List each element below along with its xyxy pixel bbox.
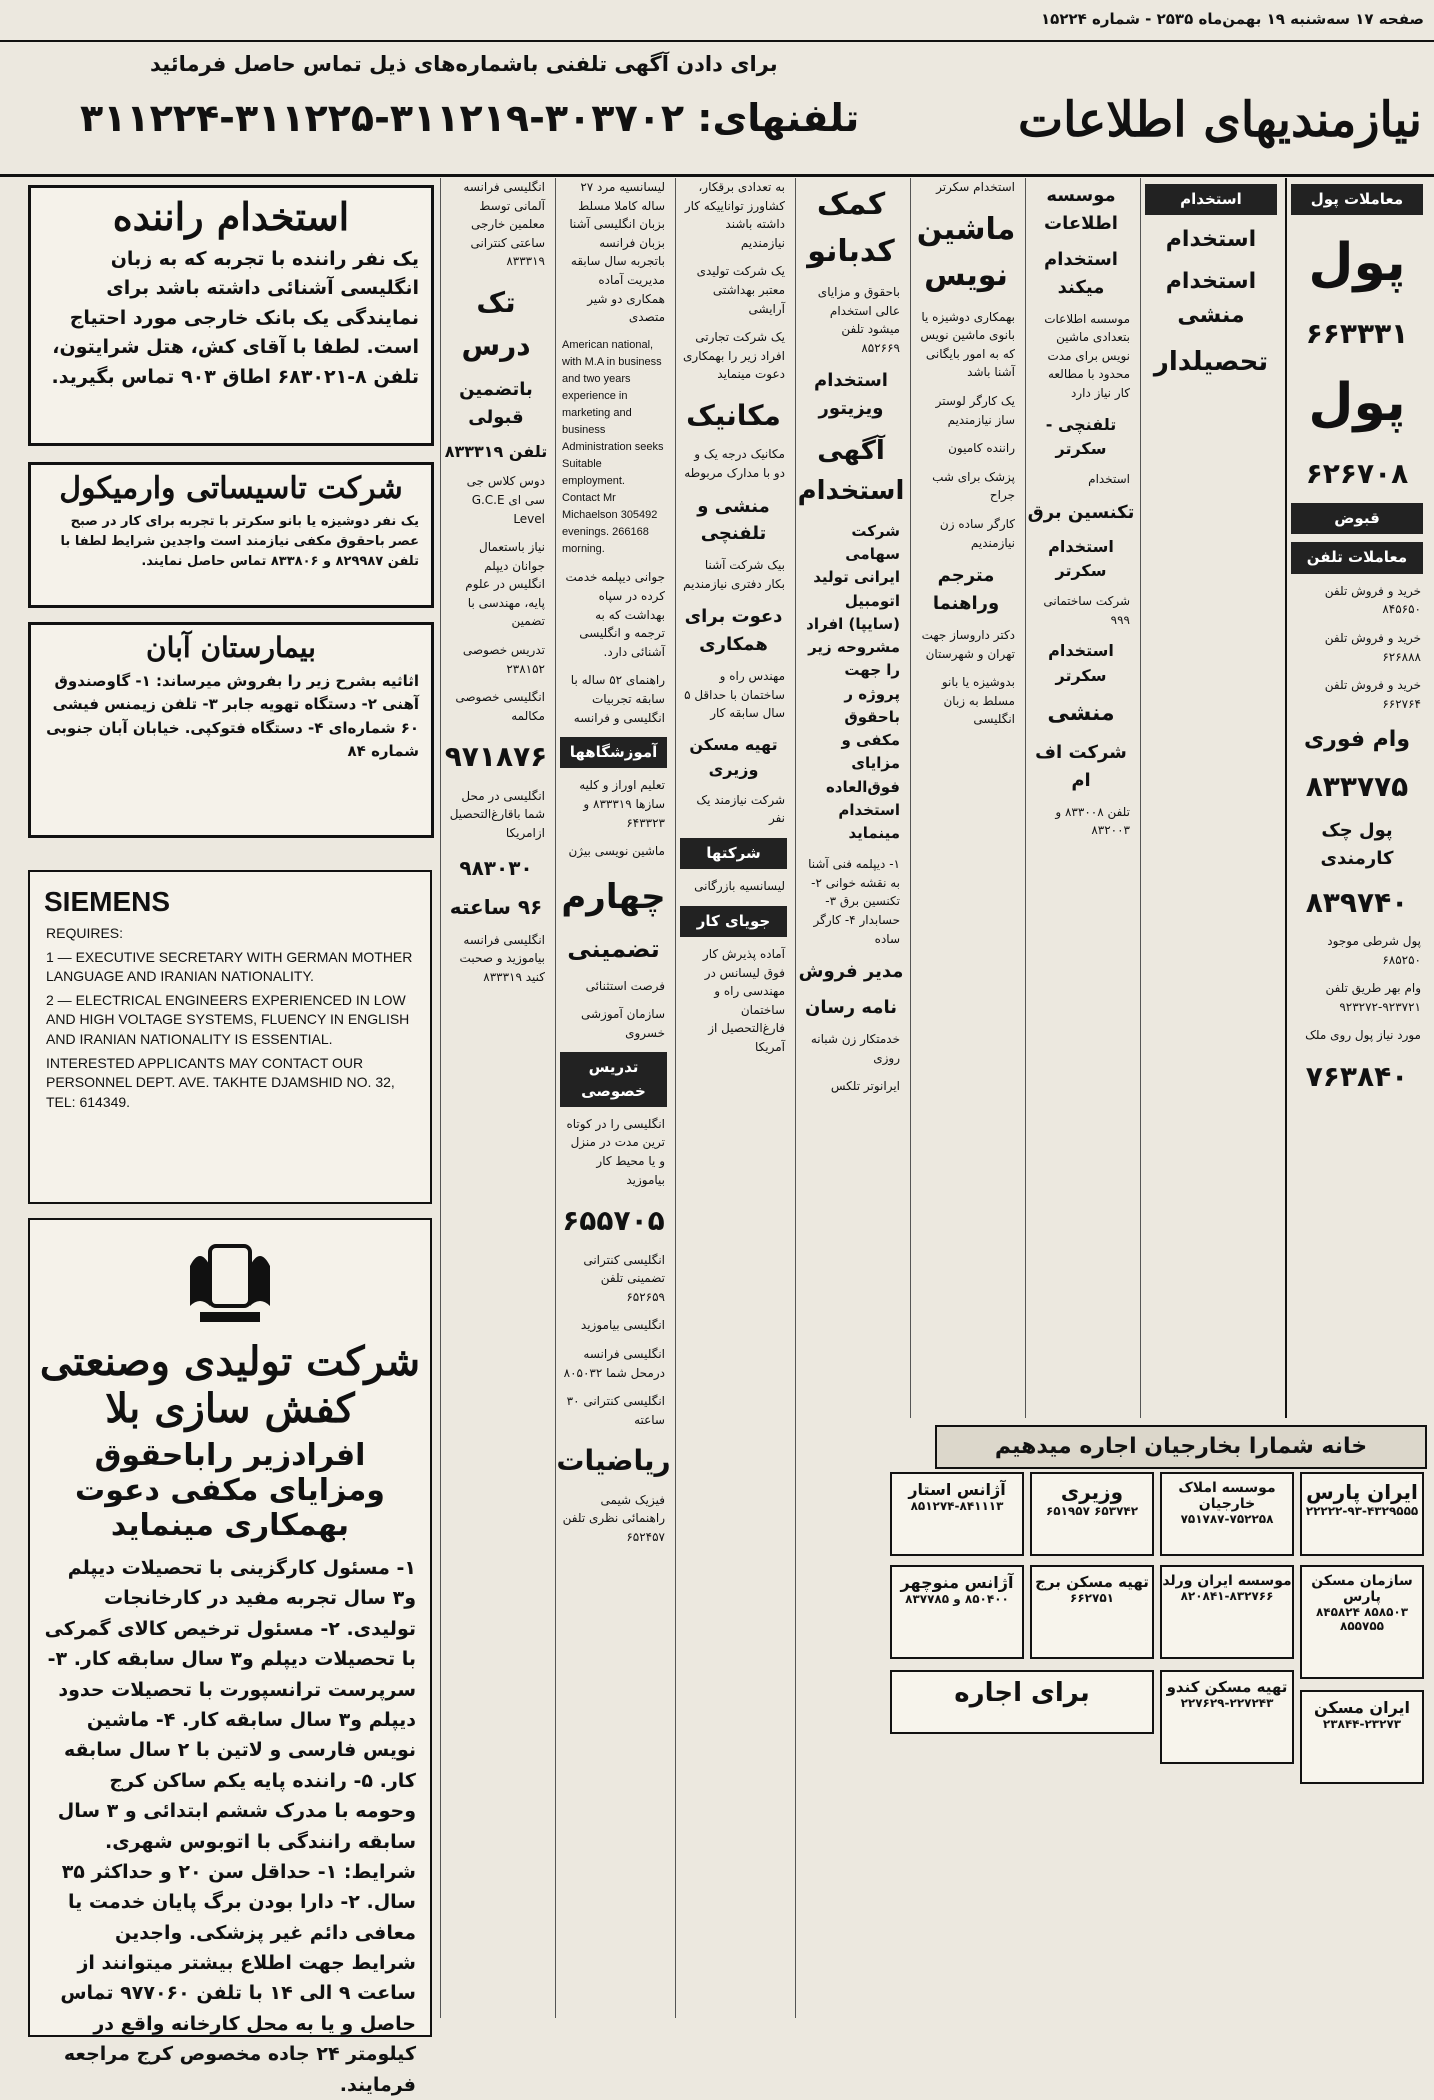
- jobs2-ad-7: خدمتکار زن شبانه روزی: [810, 1032, 900, 1065]
- hospital-ad-text: اثاثیه بشرح زیر را بفروش میرساند: ۱- گاوصندوق آهنی ۲- دستگاه تهویه جابر ۳- تلفن زیمنس فیشی ۶۰ شماره‌ای ۴- دستگاه فتوکپی. خیابان آبان جنوبی شماره ۸۴: [46, 672, 419, 760]
- realestate-phone: ۸۵۰۴۰۰ و ۸۳۷۷۸۵: [905, 1592, 1009, 1606]
- realestate-name: موسسه املاک خارجیان: [1178, 1480, 1276, 1512]
- misc-big-3: ۶۵۵۷۰۵: [562, 1204, 665, 1238]
- realestate-name: تهیه مسکن کندو: [1166, 1678, 1288, 1696]
- column-jobs-3: [910, 178, 1021, 1418]
- misc-big-2: تضمینی: [567, 935, 660, 964]
- jobs3-ad-7: کارگر ساده زن نیازمندیم: [939, 516, 1015, 550]
- realestate-name: آژانس استار: [908, 1480, 1006, 1499]
- installation-ad-text: یک نفر دوشیزه یا بانو سکرتر با تجربه برای کار در صبح عصر باحقوق مکفی نیازمند است واجدین شرایط لطفا با تلفن ۸۲۹۹۸۷ و ۸۳۳۸۰۶ تماس حاصل نمایند.: [60, 514, 419, 570]
- jobs3-ad-6: پزشک برای شب جراح: [932, 469, 1015, 503]
- realestate-ad: [890, 1565, 1024, 1659]
- jobs5-label: استخدام: [1145, 184, 1277, 215]
- misc-ad-1: لیسانسیه مرد ۲۷ ساله کاملا مسلط بزبان انگلیسی آشنا بزبان فرانسه باتجربه سال سابقه مدیریت آماده همکاری دو شیر متصدی: [569, 180, 665, 325]
- jobs2-ad-5: مدیر فروش: [798, 961, 904, 983]
- column-jobs-2: [795, 178, 906, 2018]
- jobs1-ad-10: شرکت نیازمند یک نفر: [696, 792, 785, 826]
- call-note: برای دادن آگهی تلفنی باشماره‌های ذیل تماس حاصل فرمائید: [150, 52, 778, 76]
- phone-ad-3: خرید و فروش تلفن ۶۶۲۷۶۴: [1324, 678, 1421, 711]
- driver-ad: [28, 185, 434, 446]
- realestate-name: سازمان مسکن پارس: [1311, 1573, 1413, 1605]
- jobs4-ad-6: شرکت ساختمانی ۹۹۹: [1043, 594, 1130, 627]
- realestate-ad: [1300, 1565, 1424, 1679]
- misc-ad-11: انگلیسی کنترانی ۳۰ ساعته: [566, 1394, 665, 1427]
- jobs3-ad-4: یک کارگر لوستر ساز نیازمندیم: [935, 393, 1015, 427]
- jobs2-ad-1: باحقوق و مزایای عالی استخدام میشود تلفن ۸۵۲۶۶۹: [817, 285, 900, 355]
- jobs1-ad-8: مهندس راه و ساختمان با حداقل ۵ سال سابقه کار: [684, 669, 785, 721]
- english-ad-6: انگلیسی در محل شما باقارغ‌التحصیل ازامریکا: [449, 788, 545, 841]
- jobs3-ad-5: راننده کامیون: [948, 441, 1015, 456]
- jobs3-ad-8: مترجم وراهنما: [932, 565, 1000, 615]
- column-jobs-5: [1140, 178, 1281, 1418]
- driver-ad-text: یک نفر راننده با تجربه که به زبان انگلیسی آشنائی داشته باشد برای نمایندگی یک بانک خارجی مورد احتیاج است. لطفا با آقای کش، هتل شرایتون، تلفن ۸-۶۸۳۰۲۱ اطاق ۹۰۳ تماس بگیرید.: [51, 248, 419, 388]
- english-ad-2: دوس کلاس جی سی ای G.C.E Level: [466, 474, 545, 526]
- misc-ad-10: انگلیسی فرانسه درمحل شما ۸۰۵۰۳۲: [563, 1347, 665, 1380]
- tak-dars-phone: تلفن ۸۳۳۳۱۹: [444, 441, 548, 461]
- money-big-1: پول: [1308, 233, 1406, 294]
- misc-ad-5: ماشین نویسی بیژن: [568, 844, 665, 859]
- jobs2-ad-2: استخدام ویزیتور: [814, 370, 888, 420]
- money-num-5: ۷۶۳۸۴۰: [1305, 1059, 1409, 1093]
- tak-dars-sub: باتضمین قبولی: [459, 378, 533, 428]
- realestate-name: وزیری: [1060, 1480, 1124, 1504]
- misc-ad-3: راهنمای ۵۲ ساله با سابقه تجربیات انگلیسی و فرانسه: [570, 673, 665, 725]
- factory-conditions: ۱- مسئول کارگزینی با تحصیلات دیپلم و۳ سال تجربه مفید در کارخانجات تولیدی. ۲- مسئول ترخیص کالای گمرکی با تحصیلات دیپلم و۳ سال سابقه کار. ۳- سرپرست ترانسپورت با تحصیلات حدود دیپلم و۳ سال سابقه کار. ۴- ماشین نویس فارسی و لاتین با ۲ سال سابقه کار. ۵- راننده پایه یکم ساکن کرج وحومه با مدرک ششم ابتدائی و ۳ سال سابقه رانندگی با اتوبوس شهری. شرایط: ۱- حداقل سن ۲۰ و حداکثر ۳۵ سال. ۲- دارا بودن برگ پایان خدمت یا معافی دائم غیر پزشکی. واجدین شرایط جهت اطلاع بیشتر میتوانند از ساعت ۹ الی ۱۴ با تلفن ۹۷۷۰۶۰ تماس حاصل و یا به محل کارخانه واقع در کیلومتر ۲۴ جاده مخصوص کرج مراجعه فرمایند.: [44, 1557, 416, 2096]
- english-ad-7: انگلیسی فرانسه بیاموزید و صحبت کنید ۸۳۳۳۱۹: [459, 932, 545, 984]
- english-ad-1: انگلیسی فرانسه آلمانی توسط معلمین خارجی ساعتی کنترانی ۸۳۳۳۱۹: [463, 180, 545, 269]
- rent-title: برای اجاره: [954, 1678, 1090, 1708]
- money-num-1: ۶۶۳۳۳۱: [1305, 316, 1409, 350]
- money-ad-6: پول شرطی موجود ۶۸۵۲۵۰: [1327, 933, 1421, 967]
- realestate-ad: [1030, 1565, 1154, 1659]
- hospital-ad-title: بیمارستان آبان: [146, 631, 316, 664]
- english-ad-5: انگلیسی خصوصی مکالمه: [455, 690, 545, 723]
- schools-label: آموزشگاهها: [560, 737, 667, 768]
- misc-ad-12: فیزیک شیمی راهنمائی نظری تلفن ۶۵۲۴۵۷: [562, 1492, 665, 1544]
- rent-banner: خانه شمارا بخارجیان اجاره میدهیم: [935, 1425, 1427, 1469]
- jobs3-ad-10: بدوشیزه یا بانو مسلط به زبان انگلیسی: [941, 675, 1015, 727]
- hospital-ad: [28, 622, 434, 838]
- driver-ad-title: استخدام راننده: [112, 194, 350, 239]
- factory-ad: [28, 1218, 432, 2096]
- realestate-name: آژانس منوچهر: [900, 1573, 1014, 1592]
- money-deals-label: معاملات پول: [1291, 184, 1423, 215]
- realestate-phone: ۲۳۸۴۴-۲۳۲۷۳: [1322, 1717, 1402, 1731]
- realestate-phone: ۶۶۲۷۵۱: [1070, 1591, 1114, 1605]
- jobs5-ad-1: استخدام: [1165, 227, 1257, 253]
- tak-dars-title: تک درس: [461, 285, 531, 363]
- misc-ad-2: جوانی دیپلمه خدمت کرده در سپاه بهداشت که به ترجمه و انگلیسی آشنائی دارد.: [565, 570, 665, 659]
- jobs4-title: موسسه اطلاعات: [1044, 185, 1118, 234]
- jobs3-ad-9: دکتر داروساز جهت تهران و شهرستان: [921, 627, 1015, 661]
- jobs1-ad-9: تهیه مسکن وزیری: [689, 735, 778, 779]
- jobs4-ad-9: شرکت اف ام: [1035, 742, 1127, 791]
- classifieds-header: [0, 44, 1434, 177]
- jobs3-title: ماشین نویس: [916, 211, 1016, 294]
- jobs2-ad-8: ایرانوتر تلکس: [830, 1079, 900, 1094]
- companies-label: شرکتها: [680, 838, 787, 869]
- money-ad-7: وام بهر طریق تلفن ۹۲۳۷۲۱-۹۲۳۲۷۲: [1325, 981, 1421, 1014]
- installation-ad-title: شرکت تاسیساتی وارمیکول: [59, 471, 403, 506]
- siemens-item-1: 1 — EXECUTIVE SECRETARY WITH GERMAN MOTHER LANGUAGE AND IRANIAN NATIONALITY.: [46, 948, 413, 985]
- jobs4-ad-5: استخدام سکرتر: [1048, 536, 1114, 581]
- english-ad-4: تدریس خصوصی ۲۳۸۱۵۲: [462, 643, 545, 676]
- misc-ad-7: انگلیسی را در کوتاه ترین مدت در منزل و یا محیط کار بیاموزید: [566, 1116, 665, 1187]
- column-english: [440, 178, 551, 2018]
- realestate-name: موسسه ایران ورلد: [1162, 1573, 1292, 1589]
- factory-subtitle: افرادزیر راباحقوق ومزایای مکفی دعوت بهمکاری مینماید: [75, 1438, 385, 1543]
- jobs1-ad-4: مکانیک درجه یک و دو با مدارک مربوطه: [684, 447, 785, 480]
- phone-deals-label: معاملات تلفن: [1291, 542, 1423, 573]
- jobs4-ad-2: تلفنچی - سکرتر: [1045, 414, 1117, 459]
- receipts-label: قبوض: [1291, 503, 1423, 534]
- realestate-ad: [1160, 1472, 1294, 1556]
- rent-title-ad: [890, 1670, 1154, 1734]
- jobs5-ad-2: استخدام منشی: [1165, 269, 1257, 329]
- misc-english-ad: American national, with M.A in business and two years experience in marketing and business Administration seeks Suitable employment. Contact Mr Michaelson 305492 evenings. 266168 morning.: [562, 338, 664, 556]
- jobs2-ad-4: ۱- دیپلمه فنی آشنا به نقشه خوانی ۲- تکنسین برق ۳- حسابدار ۴- کارگر ساده: [808, 857, 900, 946]
- job-seekers-label: جویای کار: [680, 906, 787, 937]
- siemens-ad: [28, 870, 432, 1204]
- cheque-num: ۸۳۹۷۴۰: [1305, 885, 1409, 919]
- realestate-phone: ۸۵۸۵۰۳ ۸۴۵۸۲۴ ۸۵۵۷۵۵: [1315, 1605, 1409, 1633]
- jobs2-title: کمک کدبانو: [807, 187, 895, 269]
- jobs1-mechanic-title: مکانیک: [686, 398, 781, 432]
- column-jobs-1: [675, 178, 791, 2018]
- jobs1-ad-7: دعوت برای همکاری: [684, 606, 783, 656]
- realestate-phone: ۲۲۷۶۲۹-۲۲۷۲۴۳: [1180, 1696, 1274, 1710]
- realestate-ad: [1030, 1472, 1154, 1556]
- misc-school: سازمان آموزشی خسروی: [580, 1007, 665, 1040]
- misc-big-4: ریاضیات: [556, 1444, 671, 1478]
- jobs4-sub: استخدام میکند: [1044, 248, 1118, 298]
- realestate-phone: ۲۲۲۲۲-۹۳-۴۳۲۹۵۵۵: [1305, 1504, 1419, 1518]
- jobs2-title-2: آگهی استخدام: [797, 436, 905, 507]
- misc-ad-6: فرصت استثنائی: [585, 978, 665, 993]
- jobs1-ad-2: یک شرکت تولیدی معتبر بهداشتی آرایشی: [696, 264, 785, 316]
- realestate-ad: [1300, 1690, 1424, 1784]
- siemens-contact: INTERESTED APPLICANTS MAY CONTACT OUR PERSONNEL DEPT. AVE. TAKHTE DJAMSHID NO. 32, TEL: 614349.: [46, 1054, 395, 1110]
- column-jobs-4: [1025, 178, 1136, 1418]
- realestate-phone: ۸۵۱۲۷۴-۸۴۱۱۱۳: [910, 1499, 1004, 1513]
- loan-title: وام فوری: [1303, 727, 1411, 753]
- jobs1-ad-11: لیسانسیه بازرگانی: [694, 879, 785, 894]
- money-big-2: پول: [1308, 373, 1406, 434]
- header-phones: تلفنهای: ۳۰۳۷۰۲-۳۱۱۲۱۹-۳۱۱۲۲۵-۳۱۱۲۲۴: [80, 96, 860, 140]
- crest-icon: [180, 1236, 280, 1332]
- jobs3-ad-1: استخدام سکرتر: [936, 180, 1015, 194]
- realestate-ad: [1160, 1565, 1294, 1659]
- money-ad-8: مورد نیاز پول روی ملک: [1305, 1028, 1421, 1043]
- english-big-1: ۹۷۱۸۷۶: [444, 740, 548, 774]
- realestate-phone: ۸۲۰۸۴۱-۸۳۲۷۶۶: [1180, 1589, 1274, 1603]
- masthead-title: نیازمندیهای اطلاعات: [1017, 92, 1422, 148]
- jobs1-ad-6: بیک شرکت آشنا بکار دفتری نیازمندیم: [683, 558, 785, 591]
- column-finance: [1285, 178, 1427, 1418]
- english-hours: ۹۶ ساعته: [449, 894, 543, 919]
- phone-ad-1: خرید و فروش تلفن ۸۴۵۶۵۰: [1324, 583, 1421, 617]
- realestate-ad: [890, 1472, 1024, 1556]
- cheque-title: پول چک کارمندی: [1320, 819, 1394, 869]
- realestate-name: ایران مسکن: [1313, 1698, 1411, 1717]
- misc-ad-4: تعلیم اوراز و کلیه سازها ۸۳۳۳۱۹ و ۶۴۳۳۲۳: [579, 778, 665, 830]
- realestate-name: تهیه مسکن برج: [1035, 1573, 1149, 1591]
- misc-ad-9: انگلیسی بیاموزید: [580, 1318, 665, 1333]
- installation-ad: [28, 462, 434, 608]
- jobs4-ad-8: منشی: [1047, 700, 1115, 726]
- realestate-name: ایران پارس: [1306, 1480, 1418, 1504]
- realestate-phone: ۷۵۱۷۸۷-۷۵۲۲۵۸: [1180, 1512, 1274, 1526]
- misc-ad-8: انگلیسی کنترانی تضمینی تلفن ۶۵۲۶۵۹: [583, 1252, 665, 1304]
- misc-big-1: چهارم: [561, 876, 666, 917]
- jobs4-ad-1: موسسه اطلاعات بتعدادی ماشین نویس برای مدت محدود با مطالعه کار نیاز دارد: [1044, 311, 1130, 400]
- money-num-2: ۶۲۶۷۰۸: [1305, 456, 1409, 490]
- english-big-2: ۹۸۳۰۳۰: [459, 855, 533, 880]
- jobs4-ad-10: تلفن ۸۳۳۰۰۸ و ۸۳۲۰۰۳: [1055, 804, 1130, 838]
- siemens-item-2: 2 — ELECTRICAL ENGINEERS EXPERIENCED IN LOW AND HIGH VOLTAGE SYSTEMS, FLUENCY IN ENGLISH AND IRANIAN NATIONALITY IS ESSENTIAL.: [46, 991, 410, 1047]
- english-ad-3: نیاز باستعمال جوانان دیپلم انگلیس در علوم پایه، مهندسی با تضمین: [465, 540, 545, 629]
- jobs4-ad-3: استخدام: [1088, 472, 1130, 487]
- siemens-logo: SIEMENS: [44, 886, 171, 917]
- realestate-ad: [1160, 1670, 1294, 1764]
- realestate-phone: ۶۵۳۷۴۲ ۶۵۱۹۵۷: [1045, 1504, 1139, 1518]
- jobs1-ad-12: آماده پذیرش کار فوق لیسانس در مهندسی راه و ساختمان فارغ‌التحصیل از آمریکا: [702, 946, 785, 1054]
- jobs2-ad-6: نامه رسان: [804, 997, 898, 1019]
- jobs2-ad-3: شرکت سهامی ایرانی تولید اتومبیل (سایپا) افراد مشروحه زیر را جهت پروژه ر باحقوق مکفی و مزایای فوق‌العاده استخدام مینماید: [806, 521, 900, 842]
- factory-title: شرکت تولیدی وصنعتی کفش سازی بلا: [39, 1338, 421, 1432]
- jobs5-ad-3: تحصیلدار: [1153, 346, 1269, 377]
- jobs4-ad-7: استخدام سکرتر: [1048, 641, 1114, 686]
- top-bar: [0, 0, 1434, 42]
- jobs3-ad-3: بهمکاری دوشیزه یا بانوی ماشین نویس که به امور بایگانی آشنا باشد: [920, 309, 1015, 380]
- siemens-requires: REQUIRES:: [46, 925, 124, 941]
- private-tutoring-label: تدریس خصوصی: [560, 1052, 667, 1107]
- jobs4-ad-4: تکنسین برق: [1027, 501, 1135, 523]
- jobs1-ad-3: یک شرکت تجارتی افراد زیر را بهمکاری دعوت مینماید: [683, 330, 785, 382]
- column-misc: [555, 178, 671, 2018]
- page-info: صفحه ۱۷ سه‌شنبه ۱۹ بهمن‌ماه ۲۵۳۵ - شماره ۱۵۲۲۴: [1041, 10, 1424, 28]
- realestate-ad: [1300, 1472, 1424, 1556]
- loan-num: ۸۳۳۷۷۵: [1305, 770, 1409, 804]
- phone-ad-2: خرید و فروش تلفن ۶۲۶۸۸۸: [1324, 630, 1421, 664]
- jobs1-ad-5: منشی و تلفنچی: [697, 495, 770, 545]
- jobs1-ad-1: به تعدادی برقکار، کشاورز تواناییکه کار داشته باشند نیازمندیم: [684, 180, 785, 250]
